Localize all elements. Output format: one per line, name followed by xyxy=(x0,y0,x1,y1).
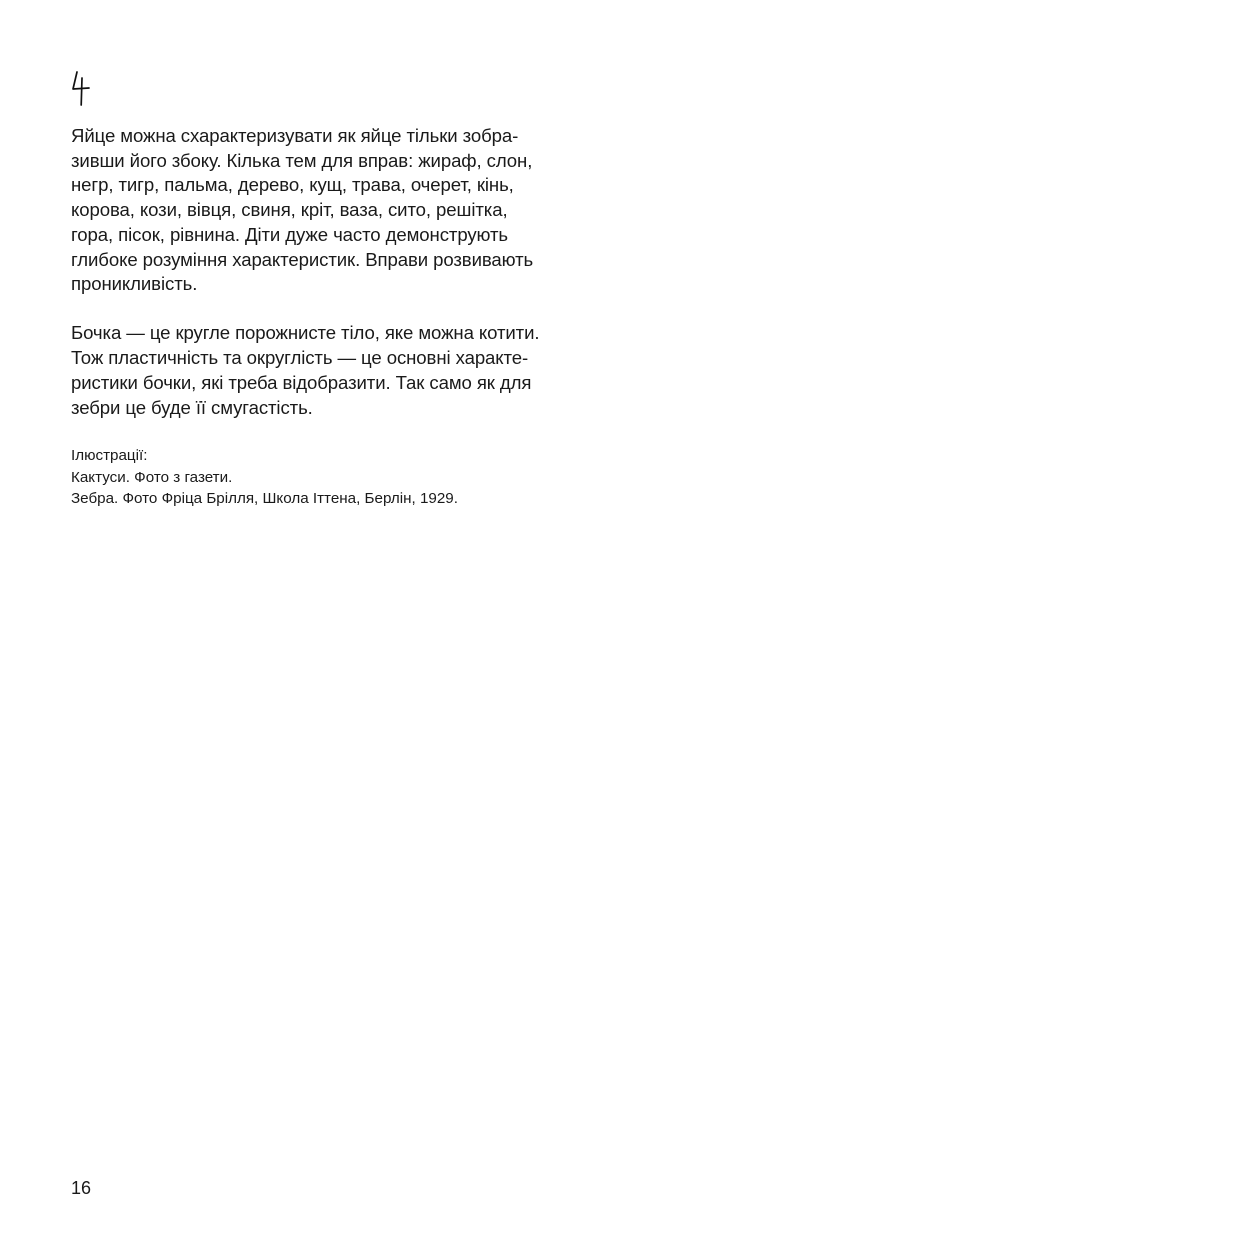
illustration-captions xyxy=(71,445,581,510)
paragraph-barrel xyxy=(71,321,581,420)
paragraph-egg xyxy=(71,124,581,297)
text-line: негр, тигр, пальма, дерево, кущ, трава, очерет, кінь, xyxy=(71,174,514,196)
text-line: корова, кози, вівця, свиня, кріт, ваза, сито, решітка, xyxy=(71,199,508,221)
text-line: Тож пластичність та округлість — це основні характе- xyxy=(71,347,529,369)
text-line: зебри це буде її смугастість. xyxy=(71,396,313,418)
text-line: зивши його збоку. Кілька тем для вправ: жираф, слон, xyxy=(71,149,533,171)
caption-item: Кактуси. Фото з газети. xyxy=(71,468,233,486)
text-line: Яйце можна схарактеризувати як яйце тільки зобра- xyxy=(71,125,519,146)
text-line: гора, пісок, рівнина. Діти дуже часто демонструють xyxy=(71,223,508,245)
text-line: ристики бочки, які треба відобразити. Так само як для xyxy=(71,371,532,393)
text-line: глибоке розуміння характеристик. Вправи розвивають xyxy=(71,248,534,270)
handwritten-four-icon xyxy=(68,70,94,108)
page-number: 16 xyxy=(71,1178,92,1198)
caption-item: Зебра. Фото Фріца Брілля, Школа Іттена, Берлін, 1929. xyxy=(71,490,458,508)
section-number-mark xyxy=(68,70,94,108)
text-line: Бочка — це кругле порожнисте тіло, яке можна котити. xyxy=(71,322,540,344)
text-column xyxy=(71,124,581,510)
captions-heading: Ілюстрації: xyxy=(71,447,148,465)
text-line: проникливість. xyxy=(71,273,198,295)
